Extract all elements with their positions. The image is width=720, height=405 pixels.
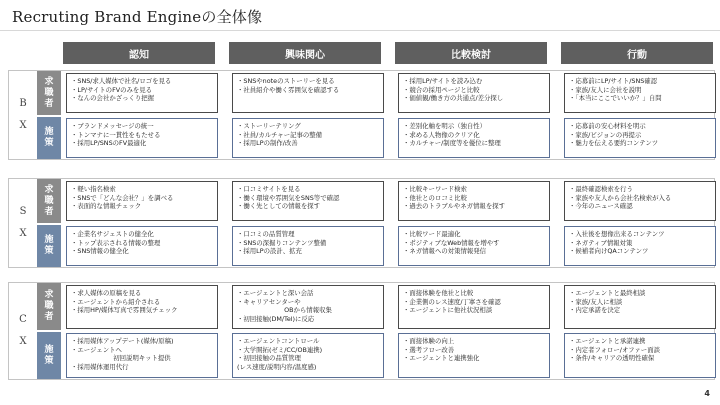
section-label-bx: B X — [19, 98, 27, 131]
phase-header-comparison: 比較検討 — [395, 42, 547, 64]
cell-bx-seeker-action: ・応募前にLP/サイト/SNS確認 ・家族/友人に会社を説明 ・「本当にここでいいか？」自問 — [564, 73, 716, 113]
band-jobseeker-sx: 求 職 者 — [37, 179, 61, 223]
cell-cx-measures-interest: ・エージェントコントロール ・大学開拓(ゼミ/CC/OB連携) ・初回接触の品質管理 (レス速度/説明内容/温度感) — [232, 333, 384, 378]
phase-header-awareness: 認知 — [63, 42, 215, 64]
cell-cx-seeker-comparison: ・面接体験を他社と比較 ・企業側のレス速度/丁寧さを確認 ・エージェントに他社状況相談 — [398, 285, 550, 329]
cell-cx-measures-action: ・エージェントと承諾連携 ・内定者フォロー/オファー面談 ・条件/キャリアの透明性確保 — [564, 333, 716, 378]
cell-sx-measures-action: ・入社後を想像出来るコンテンツ ・ネガティブ情報対策 ・候補者向けQAコンテンツ — [564, 226, 716, 266]
cell-bx-seeker-awareness: ・SNS/求人媒体で社名/ロゴを見る ・LP/サイトのFVのみを見る ・なんの会社かざっくり把握 — [66, 73, 218, 113]
phase-header-interest: 興味関心 — [229, 42, 381, 64]
cell-sx-seeker-interest: ・口コミサイトを見る ・働く環境や雰囲気をSNS等で確認 ・働く先としての情報を探す — [232, 181, 384, 221]
phase-header-row — [63, 42, 715, 64]
band-jobseeker-cx: 求 職 者 — [37, 283, 61, 330]
cell-cx-seeker-interest: ・エージェントと深い会話 ・キャリアセンターや OBから情報収集 ・初回接触(DM/Tel)に反応 — [232, 285, 384, 329]
band-measures-sx: 施 策 — [37, 225, 61, 267]
section-label-sx: S X — [19, 206, 27, 239]
cell-bx-seeker-comparison: ・採用LP/サイトを読み込む ・競合の採用ページと比較 ・価値観/働き方の共通点/差分探し — [398, 73, 550, 113]
title-divider — [0, 30, 720, 31]
band-measures-bx: 施 策 — [37, 117, 61, 159]
cell-bx-measures-comparison: ・差別化軸を明示（独自性） ・求める人物像のクリア化 ・カルチャー/制度等を優位に整理 — [398, 118, 550, 158]
cell-bx-measures-awareness: ・ブランドメッセージの統一 ・トンマナに一貫性をもたせる ・採用LP/SNSのFV最適化 — [66, 118, 218, 158]
section-label-cx: C X — [19, 314, 27, 347]
phase-header-action: 行動 — [561, 42, 713, 64]
cell-sx-measures-interest: ・口コミの品質管理 ・SNSの深掘りコンテンツ整備 ・採用LPの設計、拡充 — [232, 226, 384, 266]
cell-sx-seeker-comparison: ・比較キーワード検索 ・他社とのロコミ比較 ・過去のトラブルやネガ情報を探す — [398, 181, 550, 221]
band-measures-cx: 施 策 — [37, 332, 61, 379]
slide-title: Recruting Brand Engineの全体像 — [12, 8, 263, 26]
cell-bx-measures-interest: ・ストーリーテリング ・社員/カルチャー記事の整備 ・採用LPの制作/改善 — [232, 118, 384, 158]
cell-sx-measures-comparison: ・比較ワード最適化 ・ポジティブなWeb情報を増やす ・ネガ情報への対策情報発信 — [398, 226, 550, 266]
band-jobseeker-bx: 求 職 者 — [37, 71, 61, 115]
cell-cx-seeker-awareness: ・求人媒体の原稿を見る ・エージェントから紹介される ・採用HP/媒体写真で雰囲気チェック — [66, 285, 218, 329]
section-bx — [8, 70, 715, 160]
cell-cx-seeker-action: ・エージェントと最終相談 ・家族/友人に相談 ・内定承諾を決定 — [564, 285, 716, 329]
cell-bx-seeker-interest: ・SNSやnoteのストーリーを見る ・社員紹介や働く雰囲気を確認する — [232, 73, 384, 113]
cell-sx-measures-awareness: ・企業名サジェストの健全化 ・トップ表示される情報の整理 ・SNS情報の健全化 — [66, 226, 218, 266]
section-cx — [8, 282, 715, 380]
cell-bx-measures-action: ・応募前の安心材料を明示 ・家族/ビジョンの再提示 ・魅力を伝える要約コンテンツ — [564, 118, 716, 158]
cell-cx-measures-awareness: ・採用媒体アップデート(媒体/原稿) ・エージェントへ 初回説明キット提供 ・採用媒体運用代行 — [66, 333, 218, 378]
cell-sx-seeker-action: ・最終確認検索を行う ・家族や友人から会社名検索が入る ・今年のニュース確認 — [564, 181, 716, 221]
page-number: 4 — [704, 389, 710, 398]
cell-cx-measures-comparison: ・面接体験の向上 ・選考フロー改善 ・エージェントと連携強化 — [398, 333, 550, 378]
cell-sx-seeker-awareness: ・軽い指名検索 ・SNSで「どんな会社？」を調べる ・表面的な情報チェック — [66, 181, 218, 221]
section-sx — [8, 178, 715, 268]
